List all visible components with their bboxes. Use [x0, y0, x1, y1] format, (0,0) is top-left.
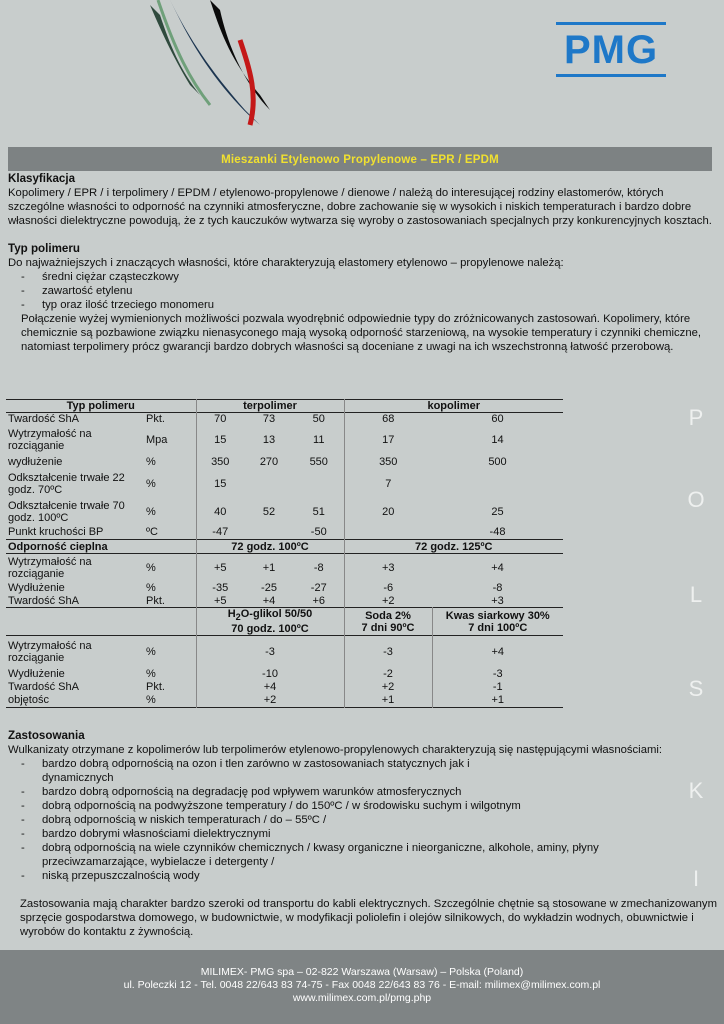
col-header-type: Typ polimeru [66, 400, 135, 412]
cell: 25 [491, 505, 504, 518]
list-item: - niską przepuszczalnością wody [8, 869, 658, 883]
list-item: - bardzo dobrą odpornością na degradację pod wpływem warunków atmosferycznych [8, 785, 658, 799]
cell: 15 [196, 470, 244, 498]
table-row [6, 540, 563, 554]
cell: +4 [432, 636, 563, 668]
cell: -47 [196, 526, 244, 540]
row-unit: % [146, 455, 156, 468]
zastosowania-outro: Zastosowania mają charakter bardzo szeroki od transportu do kabli elektrycznych. Szczególnie chętnie są stosowane w zmechanizowanym sprzęcie gospodarstwa domowego, w budownictwie, w modyfikacji poliolefin i olejów silnikowych, do wykładzin wodnych, obuwnictwie i wyrobów do kontaktu z żywnością. [20, 898, 717, 938]
cell: +4 [262, 594, 276, 607]
cell: -6 [344, 582, 432, 595]
table-row [6, 582, 563, 595]
cell: -3 [196, 636, 344, 668]
cell: -25 [261, 582, 277, 594]
cell: 50 [312, 413, 325, 426]
pmg-logo [556, 22, 666, 82]
row-unit: % [146, 582, 156, 594]
cell: -8 [492, 582, 503, 594]
typ-intro: Do najważniejszych i znaczących własności, które charakteryzują elastomery etylenowo – propylenowe należą: [8, 257, 564, 269]
table-row [6, 554, 563, 582]
cell: 7 [344, 470, 432, 498]
footer [0, 950, 724, 1024]
cell: +3 [344, 554, 432, 582]
row-label: Twardość ShA [8, 413, 79, 426]
cell [244, 526, 294, 540]
row-unit: % [146, 668, 156, 681]
row-unit: % [146, 477, 156, 490]
cell: 15 [196, 426, 244, 454]
chem-header-h2o: $H_2O$-glikol 50/50 70 godz. 100ºC [196, 608, 344, 636]
cell: 51 [312, 505, 325, 518]
footer-contact: ul. Poleczki 12 - Tel. 0048 22/643 83 74-75 - Fax 0048 22/643 83 76 - E-mail: milimex@milimex.com.pl [123, 979, 601, 991]
side-letter: I [692, 866, 700, 891]
row-label: Wytrzymałość na rozciąganie [8, 555, 92, 580]
heat-terpolimer: 72 godz. 100ºC [196, 540, 344, 554]
cell: 17 [344, 426, 432, 454]
cell: -27 [310, 582, 327, 594]
cell [344, 526, 432, 540]
row-unit: Pkt. [146, 594, 165, 607]
cell: 14 [491, 433, 504, 446]
row-label: Twardość ShA [8, 681, 79, 694]
row-unit: Pkt. [146, 681, 165, 694]
heat-label: Odporność cieplna [8, 540, 108, 553]
footer-website[interactable]: www.milimex.com.pl/pmg.php [292, 992, 432, 1004]
list-item: - dobrą odpornością na podwyższone temperatury / do 150ºC / w środowisku suchym i wilgotnym [8, 799, 658, 813]
cell: 40 [196, 498, 244, 526]
typ-list [8, 270, 718, 312]
cell [294, 470, 344, 498]
side-letter: P [688, 405, 704, 430]
table-row [6, 413, 563, 426]
row-unit: Mpa [146, 433, 168, 446]
row-unit: ºC [146, 526, 158, 539]
cell: 270 [259, 455, 279, 468]
properties-table [6, 399, 563, 708]
klasyfikacja-heading: Klasyfikacja [8, 172, 76, 185]
row-unit: Pkt. [146, 413, 165, 426]
cell: 52 [262, 505, 276, 518]
document-title: Mieszanki Etylenowo Propylenowe – EPR / EPDM [8, 147, 712, 171]
cell: 70 [196, 413, 244, 426]
cell: +5 [196, 554, 244, 582]
cell: 73 [262, 413, 276, 426]
cell: 350 [344, 454, 432, 470]
row-label: objętośc [8, 694, 49, 707]
cell: +1 [344, 694, 432, 708]
list-item: - dobrą odpornością w niskich temperaturach / do – 55ºC / [8, 813, 658, 827]
table-row [6, 454, 563, 470]
cell: -8 [313, 561, 324, 574]
cell: -48 [489, 526, 506, 539]
row-label: Wytrzymałość na rozciąganie [8, 639, 92, 664]
cell: +6 [312, 594, 326, 607]
row-label: Odkształcenie trwałe 70 godz. 100ºC [8, 499, 125, 524]
row-unit: % [146, 694, 156, 707]
table-row [6, 608, 563, 636]
chem-header-kwas: Kwas siarkowy 30% 7 dni 100ºC [432, 608, 563, 636]
zastosowania-intro: Wulkanizaty otrzymane z kopolimerów lub terpolimerów etylenowo-propylenowych charakteryzują się następującymi własnościami: [8, 744, 663, 756]
typ-heading: Typ polimeru [8, 242, 80, 255]
cell: -2 [344, 668, 432, 681]
intro-sections [8, 172, 718, 354]
cell: 68 [344, 413, 432, 426]
row-label: Wydłużenie [8, 582, 65, 594]
cell: +4 [196, 681, 344, 694]
chem-header-soda: Soda 2% 7 dni 90ºC [344, 608, 432, 636]
ribbon-logo-art [150, 0, 280, 135]
klasyfikacja-text: Kopolimery / EPR / i terpolimery / EPDM / etylenowo-propylenowe / dienowe / należą do interesującej rodziny elastomerów, których szczególne własności to odporność na czynniki atmosferyczne, dobre zachowanie się w wysokich i niskich temperaturach i bardzo dobre własności dielektryczne powodują, że z tych kauczuków wytwarza się wyroby o zastosowaniach specjalnych przy konkurencyjnych kosztach. [8, 187, 712, 227]
cell: +2 [344, 595, 432, 608]
cell: -3 [432, 668, 563, 681]
col-header-kopolimer: kopolimer [344, 400, 563, 413]
cell: 13 [262, 433, 276, 446]
zastosowania-list [8, 757, 658, 883]
table-row [6, 498, 563, 526]
side-letter: S [688, 676, 704, 701]
cell: +5 [196, 595, 244, 608]
list-item: - bardzo dobrymi własnościami dielektrycznymi [8, 827, 658, 841]
cell: +2 [196, 694, 344, 708]
cell: 20 [344, 498, 432, 526]
list-item: - średni ciężar cząsteczkowy [8, 270, 718, 284]
table-row [6, 681, 563, 694]
row-label: Odkształcenie trwałe 22 godz. 70ºC [8, 471, 125, 496]
heat-kopolimer: 72 godz. 125ºC [344, 540, 563, 554]
cell: +1 [262, 561, 276, 574]
typ-outro: Połączenie wyżej wymienionych możliwości pozwala wyodrębnić odpowiednie typy do zróżnicowanych zastosowań. Kopolimery, które chemicznie są pozbawione związku nienasyconego mają wysoką odporność starzeniową, na wysokie temperatury i czynniki chemiczne, natomiast terpolimery prócz gwarancji bardzo dobrych własności są doceniane z uwagi na ich wszechstronną łatwość przerobową. [21, 313, 702, 353]
pmg-logo-text: PMG [563, 28, 659, 72]
zastosowania-section [8, 729, 720, 939]
list-item: - zawartość etylenu [8, 284, 718, 298]
table-row [6, 470, 563, 498]
side-letter: K [688, 778, 704, 803]
table-row [6, 426, 563, 454]
cell: +3 [491, 594, 504, 607]
table-row [6, 595, 563, 608]
list-item: - dobrą odpornością na wiele czynników chemicznych / kwasy organiczne i nieorganiczne, alkohole, aminy, płyny przeciwzamarzające, wybielacze i detergenty / [8, 841, 658, 869]
row-label: Twardość ShA [8, 594, 79, 607]
row-label: Wytrzymałość na rozciąganie [8, 427, 92, 452]
cell: +1 [432, 694, 563, 708]
cell: -10 [196, 668, 344, 681]
row-label: wydłużenie [8, 455, 63, 468]
row-unit: % [146, 561, 156, 574]
col-header-terpolimer: terpolimer [196, 400, 344, 413]
footer-company: MILIMEX- PMG spa – 02-822 Warszawa (Warsaw) – Polska (Poland) [200, 966, 524, 978]
cell: 550 [309, 455, 328, 468]
zastosowania-heading: Zastosowania [8, 729, 85, 742]
cell: -3 [344, 636, 432, 668]
side-letter: L [689, 582, 703, 607]
cell: -1 [432, 681, 563, 694]
row-label: Wydłużenie [8, 668, 65, 681]
table-row [6, 526, 563, 540]
row-label: Punkt kruchości BP [8, 526, 104, 539]
table-row [6, 668, 563, 681]
cell: -35 [196, 582, 244, 595]
row-unit: % [146, 505, 156, 518]
cell: 60 [491, 413, 504, 426]
side-letter: O [687, 487, 705, 512]
cell: +4 [491, 561, 504, 574]
table-row [6, 636, 563, 668]
row-unit: % [146, 645, 156, 658]
list-item: - bardzo dobrą odpornością na ozon i tlen zarówno w zastosowaniach statycznych jak i dynamicznych [8, 757, 482, 785]
cell: 500 [488, 455, 507, 468]
cell: 350 [196, 454, 244, 470]
table-row [6, 694, 563, 708]
cell: -50 [310, 526, 327, 539]
cell: 11 [313, 433, 325, 446]
cell [432, 470, 563, 498]
list-item: - typ oraz ilość trzeciego monomeru [8, 298, 718, 312]
cell: +2 [344, 681, 432, 694]
cell [244, 470, 294, 498]
